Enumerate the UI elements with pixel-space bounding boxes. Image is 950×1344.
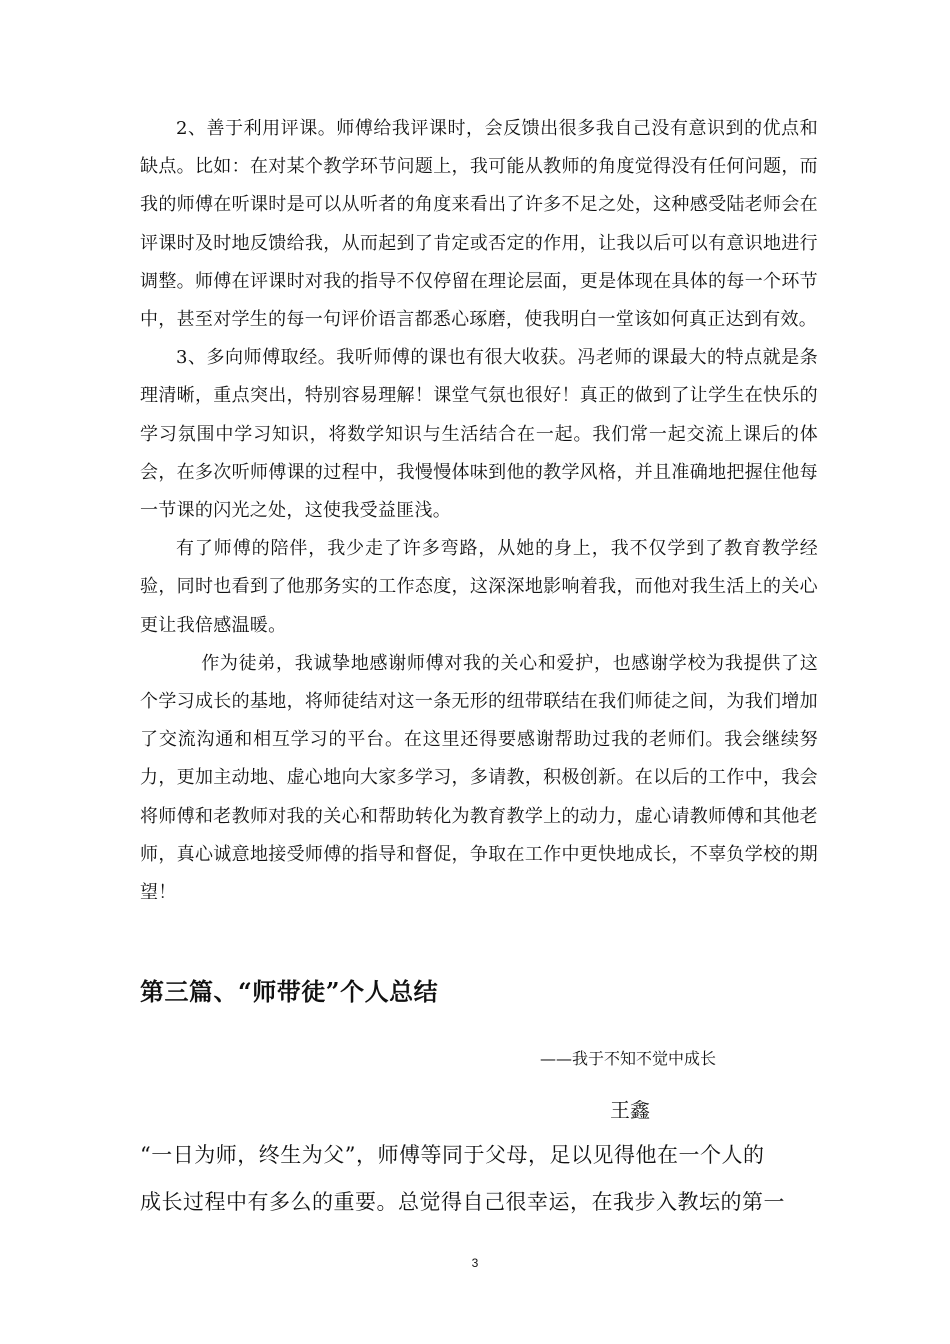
paragraph-company: 有了师傅的陪伴，我少走了许多弯路，从她的身上，我不仅学到了教育教学经验，同时也看到了他那务实的工作态度，这深深地影响着我，而他对我生活上的关心更让我倍感温暖。 [140,538,818,636]
paragraph-learning: 3、多向师傅取经。我听师傅的课也有很大收获。冯老师的课最大的特点就是条理清晰，重点突出，特别容易理解！课堂气氛也很好！真正的做到了让学生在快乐的学习氛围中学习知识，将数学知识与生活结合在一起。我们常一起交流上课后的体会，在多次听师傅课的过程中，我慢慢体味到他的教学风格，并且准确地把握住他每一节课的闪光之处，这使我受益匪浅。 [140,347,818,522]
section-body-line: “一日为师，终生为父”，师傅等同于父母，足以见得他在一个人的 [140,1143,765,1167]
section-title: 第三篇、“师带徒”个人总结 [140,977,439,1006]
paragraph-gratitude: 作为徒弟，我诚挚地感谢师傅对我的关心和爱护，也感谢学校为我提供了这个学习成长的基地，将师徒结对这一条无形的纽带联结在我们师徒之间，为我们增加了交流沟通和相互学习的平台。在这里还得要感谢帮助过我的老师们。我会继续努力，更加主动地、虚心地向大家多学习，多请教，积极创新。在以后的工作中，我会将师傅和老教师对我的关心和帮助转化为教育教学上的动力，虚心请教师傅和其他老师，真心诚意地接受师傅的指导和督促，争取在工作中更快地成长，不辜负学校的期望！ [140,652,818,904]
page-number: 3 [471,1256,479,1270]
body-text [140,110,818,912]
section-body [140,1132,818,1226]
subtitle: ——我于不知不觉中成长 [540,1049,717,1068]
author-name: 王鑫 [610,1098,650,1122]
section-body-line: 成长过程中有多么的重要。总觉得自己很幸运，在我步入教坛的第一 [140,1190,785,1214]
paragraph-evaluation: 2、善于利用评课。师傅给我评课时，会反馈出很多我自己没有意识到的优点和缺点。比如：在对某个教学环节问题上，我可能从教师的角度觉得没有任何问题，而我的师傅在听课时是可以从听者的角度来看出了许多不足之处，这种感受陆老师会在评课时及时地反馈给我，从而起到了肯定或否定的作用，让我以后可以有意识地进行调整。师傅在评课时对我的指导不仅停留在理论层面，更是体现在具体的每一个环节中，甚至对学生的每一句评价语言都悉心琢磨，使我明白一堂该如何真正达到有效。 [140,118,818,331]
